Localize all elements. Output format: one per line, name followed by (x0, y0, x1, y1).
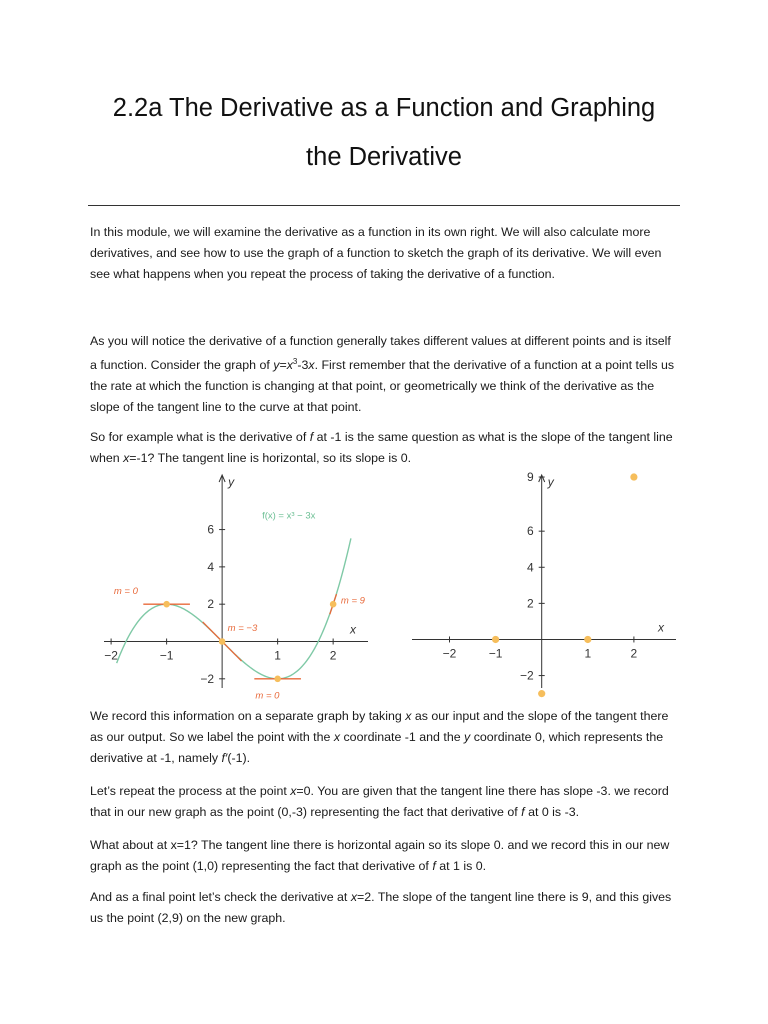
tangent-point (163, 601, 170, 608)
p7-text-a: And as a final point let’s check the derivative at (90, 890, 351, 904)
y-tick-label: 2 (207, 597, 215, 612)
p6-text-a: What about at x=1? The tangent line there is horizontal again so its slope 0. and we record this in our new graph as the point (1,0) representing the fact that derivative of (90, 838, 670, 873)
function-curve (117, 538, 351, 678)
p4-y: y (464, 729, 471, 744)
title-line-1: 2.2a The Derivative as a Function and Graphing (112, 94, 656, 122)
x-tick-label: 2 (630, 646, 638, 661)
y-tick-label: 2 (527, 596, 534, 611)
p4-text-d: coordinate 0, which represents the derivative at -1, namely (90, 729, 664, 765)
intro-text: In this module, we will examine the derivative as a function in its own right. We will also calculate more derivatives, and see how to use the graph of a function to sketch the graph of its derivative. We will even see what happens when you repeat the process of taking the derivative of a function. (90, 225, 662, 281)
point-two-paragraph (90, 887, 680, 929)
p5-text-b: =0. You are given that the tangent line there has slope -3. we record that in our new graph as the point (0,-3) representing the fact that derivative of (90, 784, 669, 819)
p4-text-a: We record this information on a separate graph by taking (90, 709, 406, 723)
p2-minus: -3 (297, 357, 309, 372)
p5-f: f (521, 804, 525, 819)
y-tick-label: 6 (207, 522, 215, 537)
tangent-point (219, 638, 226, 645)
p2-text-b: . First remember that the derivative of a function at a point tells us the rate at which the function is changing at that point, or geometrically we think of the derivative as the slope of the tangent line to the curve at that point. (90, 357, 675, 414)
x-axis-label: x (350, 622, 356, 637)
p4-x2: x (333, 729, 341, 744)
p3-f: f (309, 430, 314, 444)
slope-label: m = −3 (227, 623, 258, 635)
function-graph (100, 468, 372, 702)
page-title (88, 84, 680, 182)
p3-text-c: =-1? The tangent line is horizontal, so its slope is 0. (129, 450, 412, 465)
y-axis-label: y (547, 475, 554, 489)
y-axis-label: y (228, 475, 235, 489)
y-tick-label: 6 (527, 524, 534, 539)
tangent-point (330, 601, 337, 608)
p3-text-b: at -1 is the same question as what is the slope of the tangent line when (90, 430, 673, 465)
p3-text-a: So for example what is the derivative of (90, 430, 310, 444)
x-tick-label: 1 (584, 646, 592, 661)
slope-label: m = 0 (113, 585, 138, 597)
p4-text-e: (-1). (227, 750, 251, 765)
derivative-point (492, 636, 499, 643)
p2-exponent: 3 (292, 356, 298, 366)
p2-y: y (273, 357, 280, 372)
p2-text-a: As you will notice the derivative of a function generally takes different values at different points and is itself a function. Consider the graph of (90, 334, 671, 372)
p7-x: x (350, 890, 358, 904)
x-axis-label: x (658, 620, 664, 635)
point-one-paragraph (90, 835, 680, 877)
p2-eq: = (279, 357, 287, 372)
title-line-2: the Derivative (306, 143, 462, 171)
x-tick-label: 1 (274, 648, 281, 663)
intro-paragraph (90, 222, 680, 284)
derivative-points-graph (408, 468, 680, 690)
y-tick-label: −2 (200, 671, 215, 686)
p7-text-b: =2. The slope of the tangent line there is 9, and this gives us the point (2,9) on the new graph. (90, 890, 672, 925)
x-tick-label: −1 (488, 646, 503, 661)
example-paragraph (90, 427, 680, 469)
p6-f: f (432, 858, 436, 873)
slope-label: m = 0 (255, 690, 280, 702)
derivative-point (630, 473, 637, 480)
p4-x: x (405, 709, 412, 723)
x-tick-label: −2 (442, 646, 457, 661)
y-tick-label: −2 (520, 668, 534, 683)
p4-text-b: as our input and the slope of the tangent there as our output. So we label the point with the (90, 709, 669, 744)
p6-text-c: at 1 is 0. (435, 858, 487, 873)
x-tick-label: −1 (159, 648, 174, 663)
slope-label: m = 9 (340, 595, 365, 607)
derivative-function-paragraph (90, 331, 680, 417)
derivative-point (584, 636, 591, 643)
title-divider (88, 205, 680, 206)
y-tick-label: 4 (527, 560, 534, 575)
x-tick-label: 2 (329, 648, 337, 663)
derivative-point (538, 690, 545, 697)
point-zero-paragraph (90, 781, 680, 823)
p2-x1: x (286, 357, 293, 372)
y-tick-label: 4 (207, 559, 215, 574)
y-tick-label: 9 (527, 470, 534, 485)
record-paragraph (90, 706, 680, 768)
tangent-point (274, 676, 281, 683)
p5-text-c: at 0 is -3. (524, 804, 580, 819)
x-tick-label: −2 (104, 648, 118, 663)
curve-label: f(x) = x³ − 3x (262, 510, 316, 522)
p5-x: x (290, 784, 297, 798)
p2-x2: x (308, 357, 315, 372)
p4-text-c: coordinate -1 and the (340, 729, 465, 744)
p5-text-a: Let’s repeat the process at the point (90, 784, 291, 798)
p4-fprime: f′ (221, 750, 228, 765)
p3-x: x (123, 450, 130, 465)
